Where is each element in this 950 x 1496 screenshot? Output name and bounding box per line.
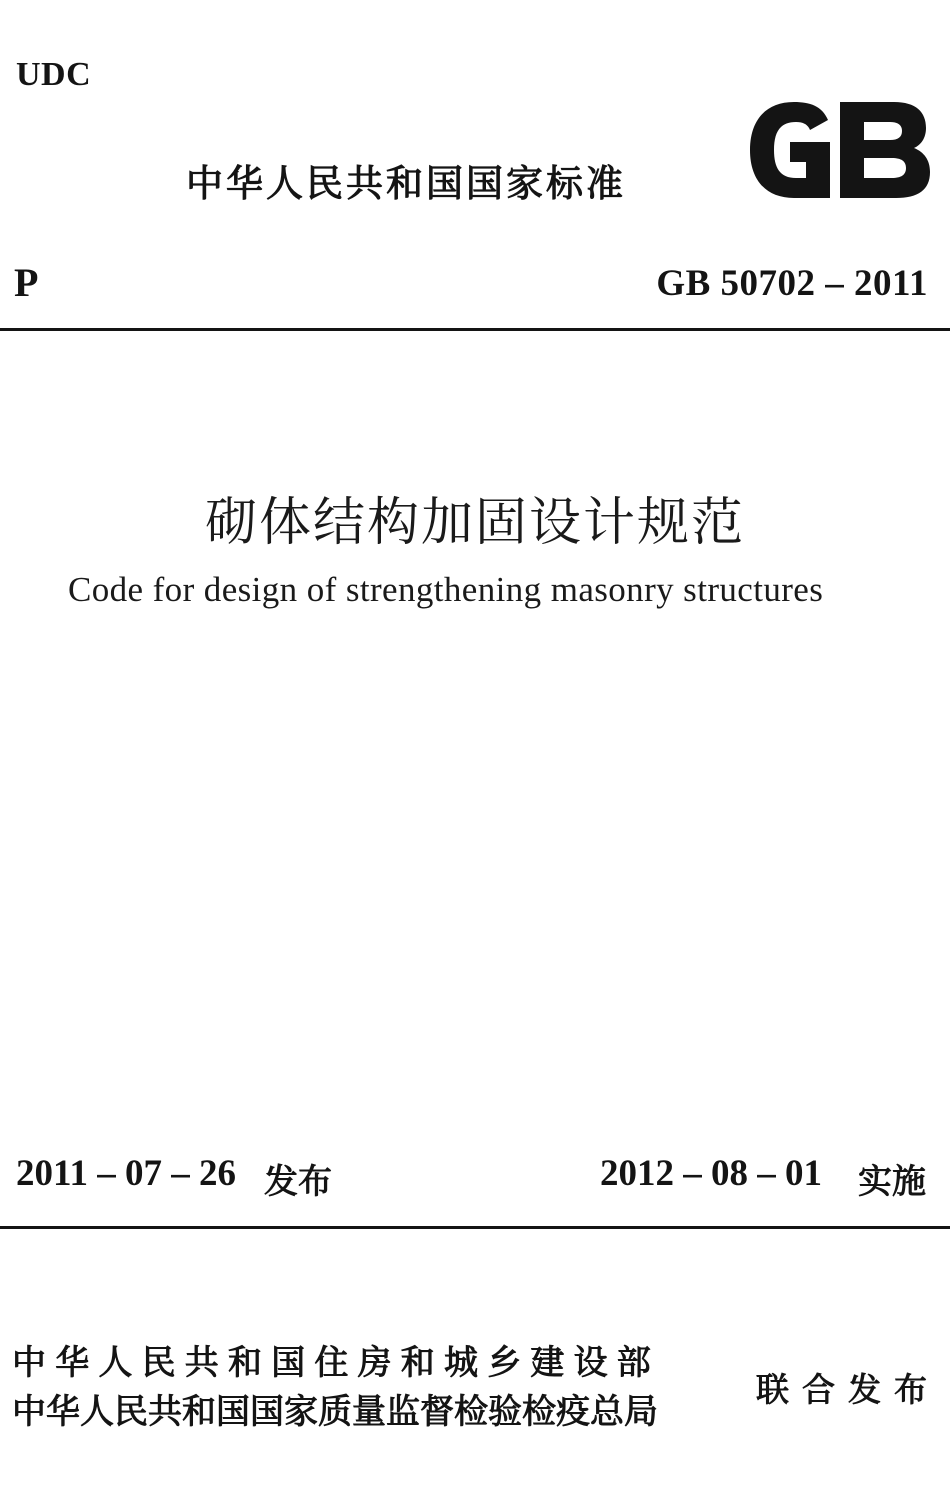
- classification-letter: P: [14, 260, 39, 305]
- national-standard-heading: 中华人民共和国国家标准: [186, 162, 626, 205]
- document-title-english: Code for design of strengthening masonry structures: [68, 570, 824, 609]
- standard-code: GB 50702 – 2011: [656, 263, 928, 304]
- bottom-divider: [0, 1226, 950, 1229]
- issue-label: 发布: [264, 1162, 332, 1202]
- issue-date: 2011 – 07 – 26: [16, 1153, 236, 1194]
- gb-logo: [744, 98, 932, 202]
- issuer-ministry: 中华人民共和国住房和城乡建设部: [12, 1343, 660, 1383]
- implementation-label: 实施: [858, 1162, 926, 1202]
- joint-issue-label: 联合发布: [756, 1370, 940, 1409]
- issuer-aqsiq: 中华人民共和国国家质量监督检验检疫总局: [12, 1392, 658, 1432]
- document-title-chinese: 砌体结构加固设计规范: [204, 493, 745, 553]
- top-divider: [0, 328, 950, 331]
- udc-label: UDC: [16, 56, 92, 93]
- implementation-date: 2012 – 08 – 01: [600, 1153, 822, 1194]
